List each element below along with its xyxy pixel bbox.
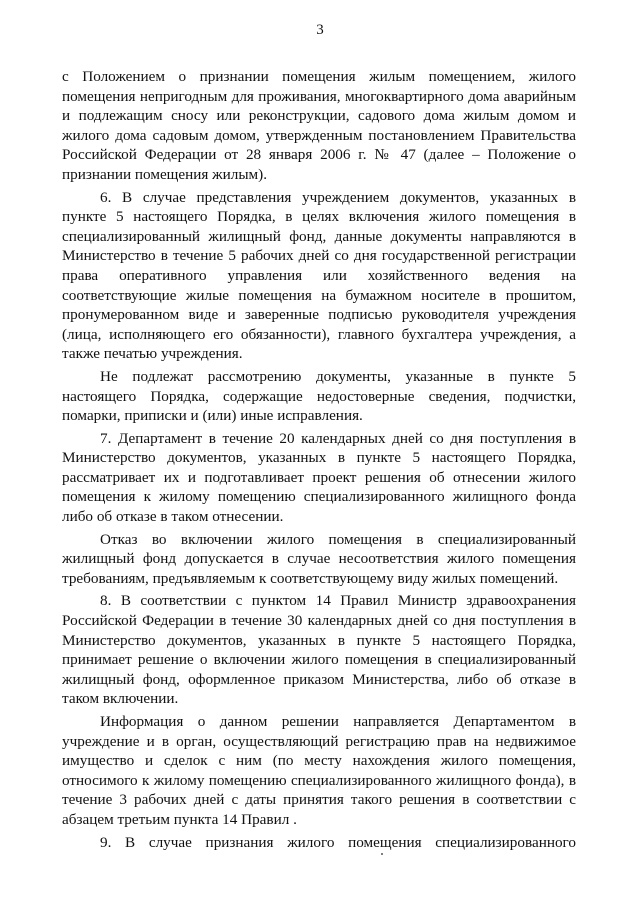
paragraph-7: 7. Департамент в течение 20 календарных дней со дня поступления в Министерство документов, указанных в пункте 5 настоящего Порядка, рассматривает их и подготавливает проект решения об отнесении жилого помещения к жилому помещению специализированного жилищного фонда либо об отказе в таком отнесении. (62, 429, 576, 526)
body-text (62, 67, 576, 855)
paragraph-8-second: Информация о данном решении направляется Департаментом в учреждение и в орган, осуществляющий регистрацию прав на недвижимое имущество и сделок с ним (по месту нахождения жилого помещения, относимого к жилому помещению специализированного жилищного фонда), в течение 3 рабочих дней с даты принятия такого решения в соответствии с абзацем третьим пункта 14 Правил . (62, 713, 576, 828)
paragraph-9: 9. В случае признания жилого помещения специализированного (100, 833, 576, 851)
page-number: 3 (316, 22, 324, 38)
scan-speck (381, 853, 383, 855)
paragraph-6-second: Не подлежат рассмотрению документы, указанные в пункте 5 настоящего Порядка, содержащие недостоверные сведения, подчистки, помарки, приписки и (или) иные исправления. (62, 367, 576, 425)
paragraph-7-second: Отказ во включении жилого помещения в специализированный жилищный фонд допускается в случае несоответствия жилого помещения требованиям, предъявляемым к соответствующему виду жилых помещений. (62, 530, 576, 587)
paragraph-8: 8. В соответствии с пунктом 14 Правил Министр здравоохранения Российской Федерации в течение 30 календарных дней со дня поступления в Министерство документов, указанных в пункте 5 настоящего Порядка, принимает решение о включении жилого помещения в специализированный жилищный фонд, оформленное приказом Министерства, либо об отказе в таком включении. (62, 592, 576, 708)
paragraph-6: 6. В случае представления учреждением документов, указанных в пункте 5 настоящего Порядка, в целях включения жилого помещения в специализированный жилищный фонд, данные документы направляются в Министерство в течение 5 рабочих дней со дня государственной регистрации права оперативного управления или хозяйственного ведения на соответствующие жилые помещения на бумажном носителе в прошитом, пронумерованном виде и заверенные подписью руководителя учреждения (лица, исполняющего его обязанности), главного бухгалтера учреждения, а также печатью учреждения. (62, 188, 576, 363)
paragraph-continuation: с Положением о признании помещения жилым помещением, жилого помещения непригодным для проживания, многоквартирного дома аварийным и подлежащим сносу или реконструкции, садового дома жилым домом и жилого дома садовым домом, утвержденным постановлением Правительства Российской Федерации от 28 января 2006 г. № 47 (далее – Положение о признании помещения жилым). (62, 68, 576, 183)
